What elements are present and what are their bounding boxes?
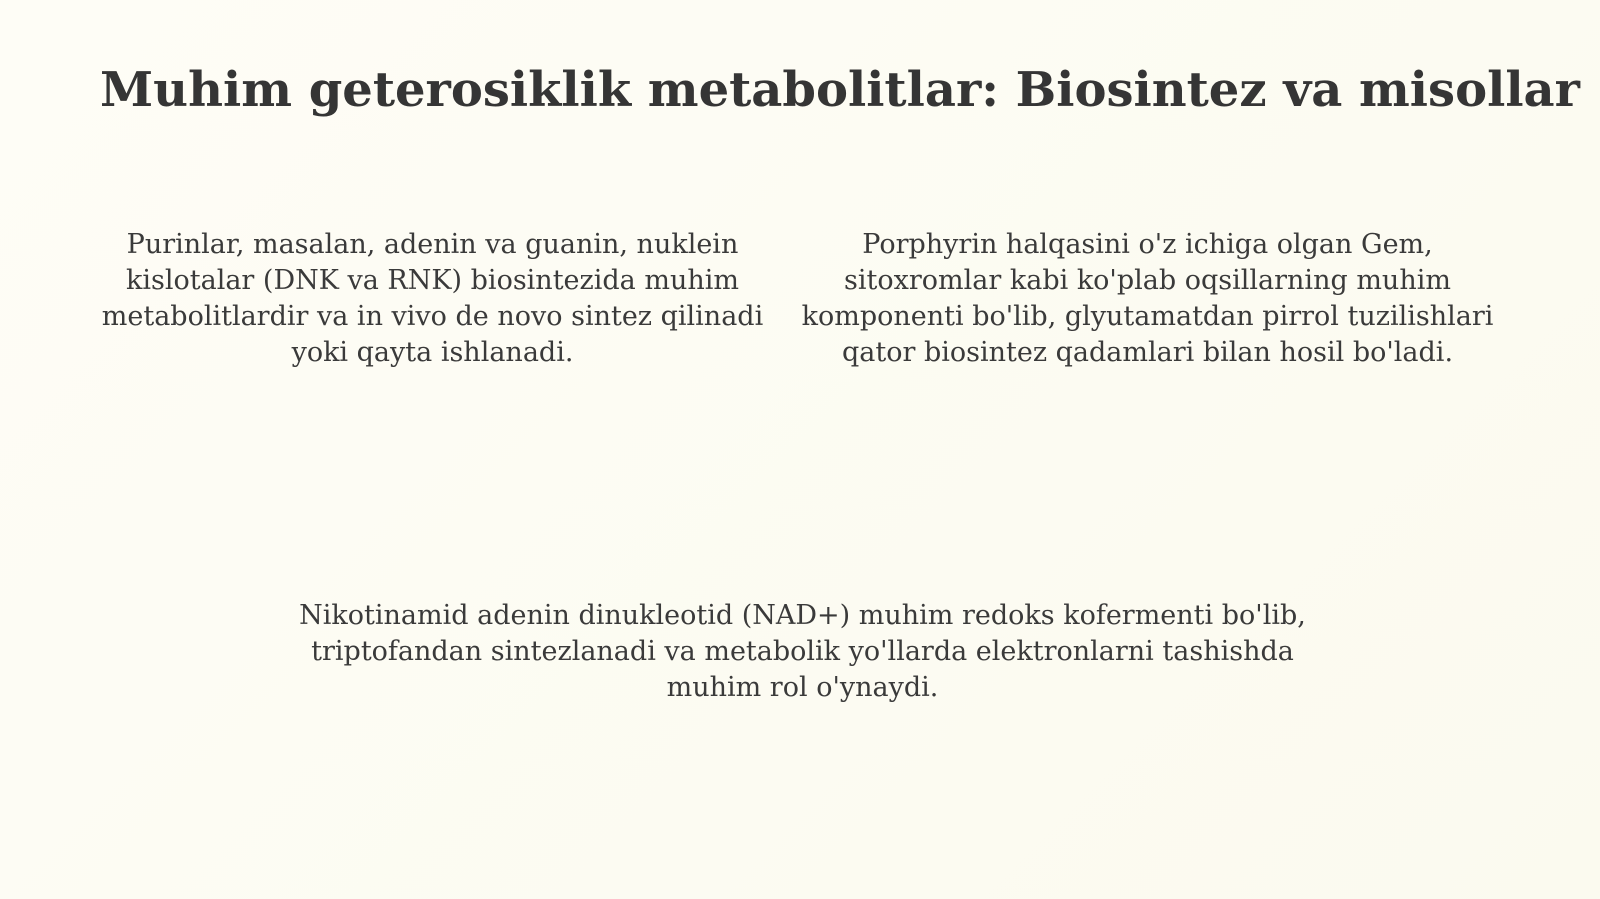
heme-paragraph: Porphyrin halqasini o'z ichiga olgan Gem, sitoxromlar kabi ko'plab oqsillarning muhim komponenti bo'lib, glyutamatdan pirrol tuzilishlari qator biosintez qadamlari bilan hosil bo'ladi. [801, 229, 1494, 368]
slide-title: Muhim geterosiklik metabolitlar: Biosintez va misollar [100, 62, 1580, 118]
purines-paragraph: Purinlar, masalan, adenin va guanin, nuklein kislotalar (DNK va RNK) biosintezida muhim metabolitlardir va in vivo de novo sintez qilinadi yoki qayta ishlanadi. [101, 229, 764, 368]
nad-paragraph: Nikotinamid adenin dinukleotid (NAD+) muhim redoks kofermenti bo'lib, triptofandan sintezlanadi va metabolik yo'llarda elektronlarni tashishda muhim rol o'ynaydi. [299, 600, 1306, 703]
